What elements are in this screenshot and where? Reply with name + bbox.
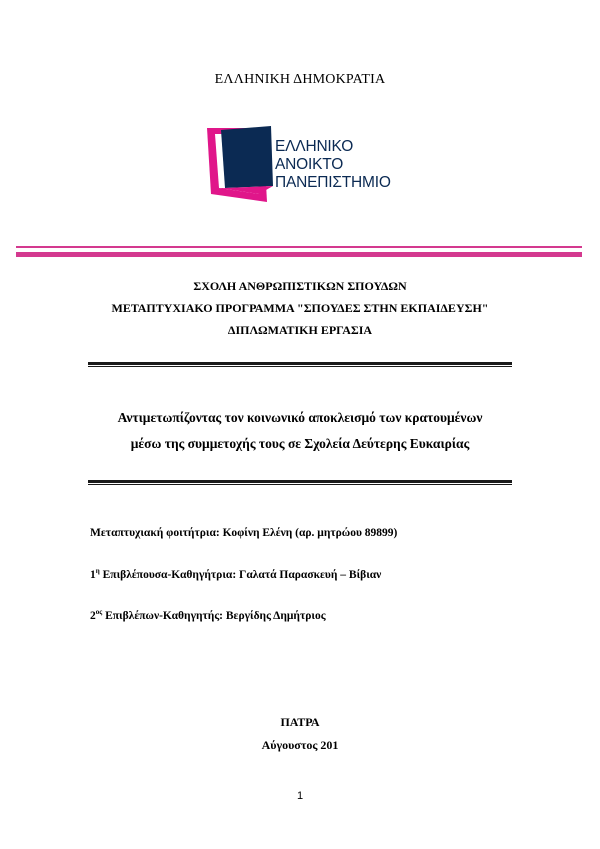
supervisor-2-info: [90, 610, 326, 622]
title-rule-bottom-thin: [88, 484, 512, 485]
school-name: ΣΧΟΛΗ ΑΝΘΡΩΠΙΣΤΙΚΩΝ ΣΠΟΥΔΩΝ: [193, 279, 407, 293]
date: Αύγουστος 201: [261, 738, 339, 752]
supervisor-2-ordinal: 2: [90, 610, 96, 622]
title-rule-top-thin: [88, 366, 512, 367]
supervisor-2-ordinal-suffix: ος: [95, 608, 103, 617]
thesis-title-line-1: Αντιμετωπίζοντας τον κοινωνικό αποκλεισμό των κρατουμένων: [117, 410, 483, 425]
student-info: Μεταπτυχιακή φοιτήτρια: Κοφίνη Ελένη (αρ. μητρώου 89899): [90, 527, 398, 539]
page-number: 1: [296, 790, 304, 802]
supervisor-2-text: Επιβλέπων-Καθηγητής: Βεργίδης Δημήτριος: [102, 610, 326, 622]
republic-heading: ΕΛΛΗΝΙΚΗ ΔΗΜΟΚΡΑΤΙΑ: [214, 72, 386, 87]
logo-line-1: ΕΛΛΗΝΙΚΟ: [275, 138, 354, 155]
logo-line-3: ΠΑΝΕΠΙΣΤΗΜΙΟ: [275, 174, 391, 191]
accent-divider-thin: [16, 246, 582, 248]
city: ΠΑΤΡΑ: [280, 715, 320, 729]
program-name: ΜΕΤΑΠΤΥΧΙΑΚΟ ΠΡΟΓΡΑΜΜΑ "ΣΠΟΥΔΕΣ ΣΤΗΝ ΕΚΠΑΙΔΕΥΣΗ": [111, 301, 489, 315]
thesis-title-line-2: μέσω της συμμετοχής τους σε Σχολεία Δεύτερης Ευκαιρίας: [130, 436, 470, 451]
document-type: ΔΙΠΛΩΜΑΤΙΚΗ ΕΡΓΑΣΙΑ: [227, 323, 373, 337]
title-rule-top: [88, 362, 512, 365]
supervisor-1-ordinal-suffix: η: [95, 567, 100, 576]
supervisor-1-text: Επιβλέπουσα-Καθηγήτρια: Γαλατά Παρασκευή – Βίβιαν: [99, 569, 382, 581]
logo-book-icon: [205, 124, 275, 202]
accent-divider-thick: [16, 252, 582, 257]
title-rule-bottom: [88, 480, 512, 483]
logo-line-2: ΑΝΟΙΚΤΟ: [275, 156, 344, 173]
logo-wordmark: [275, 138, 391, 192]
university-logo: [205, 124, 405, 202]
supervisor-1-ordinal: 1: [90, 569, 96, 581]
supervisor-1-info: [90, 569, 381, 581]
